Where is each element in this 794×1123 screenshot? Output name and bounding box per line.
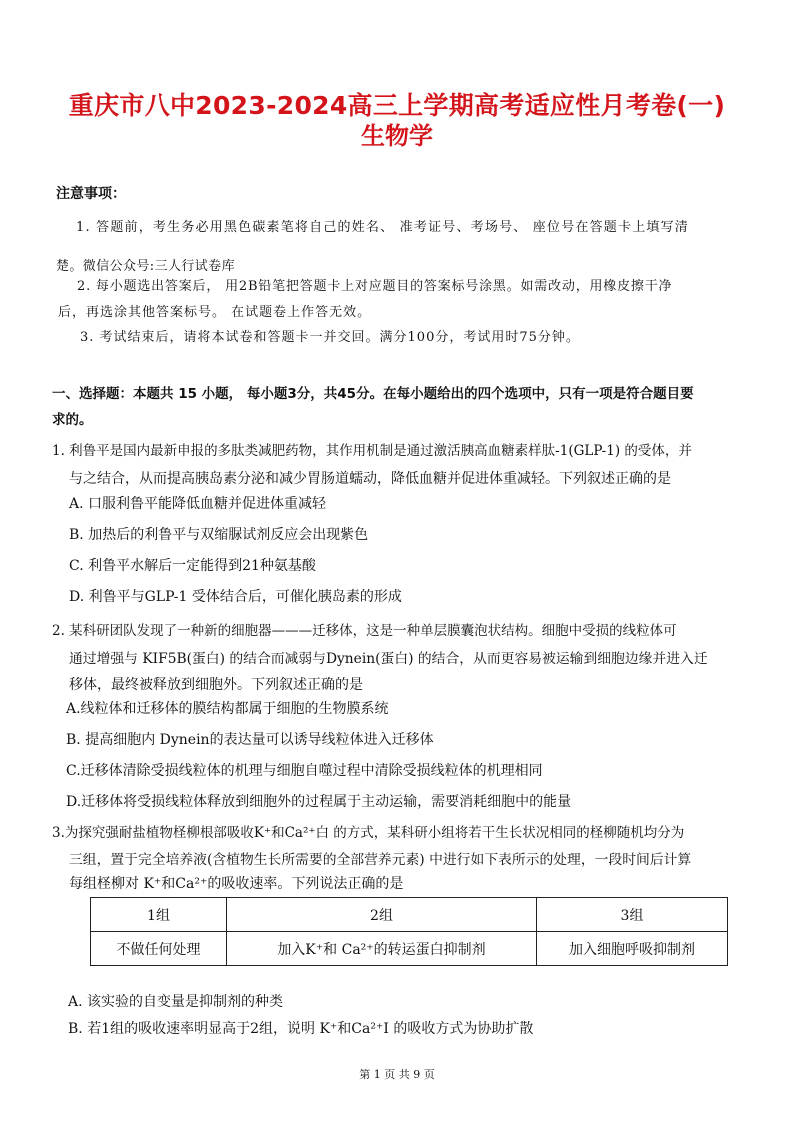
q3-stem-line-3: 每组柽柳对 K⁺和Ca²⁺的吸收速率。下列说法正确的是 xyxy=(69,876,404,892)
table-row xyxy=(91,932,728,966)
table-cell-group-1: 不做任何处理 xyxy=(91,932,227,966)
q1-stem-line-1: 1. 利鲁平是国内最新申报的多肽类减肥药物，其作用机制是通过激活胰高血糖素样肽-1(GLP-1) 的受体，并 xyxy=(52,443,692,459)
note-1-line-1: 1. 答题前，考生务必用黑色碳素笔将自己的姓名、 准考证号、考场号、 座位号在答题卡上填写清 xyxy=(76,220,690,235)
section-1-line-2: 求的。 xyxy=(52,412,93,428)
q3-option-a: A. 该实验的自变量是抑制剂的种类 xyxy=(68,994,284,1010)
note-3: 3. 考试结束后，请将本试卷和答题卡一并交回。满分100分，考试用时75分钟。 xyxy=(80,330,580,345)
q2-stem-line-2: 通过增强与 KIF5B(蛋白) 的结合而减弱与Dynein(蛋白) 的结合，从而更容易被运输到细胞边缘并进入迁 xyxy=(69,651,708,667)
table-row xyxy=(91,898,728,932)
subject-title: 生物学 xyxy=(361,122,433,150)
q2-option-a: A.线粒体和迁移体的膜结构都属于细胞的生物膜系统 xyxy=(66,701,389,717)
q3-table xyxy=(90,897,728,966)
q1-stem-line-2: 与之结合，从而提高胰岛素分泌和减少胃肠道蠕动，降低血糖并促进体重减轻。下列叙述正确的是 xyxy=(69,471,671,487)
note-2-line-1: 2. 每小题选出答案后， 用2B铅笔把答题卡上对应题目的答案标号涂黑。如需改动，用橡皮擦干净 xyxy=(77,279,673,294)
table-cell-group-2: 加入K⁺和 Ca²⁺的转运蛋白抑制剂 xyxy=(227,932,537,966)
q3-option-b: B. 若1组的吸收速率明显高于2组，说明 K⁺和Ca²⁺I 的吸收方式为协助扩散 xyxy=(68,1021,534,1037)
q1-option-c: C. 利鲁平水解后一定能得到21种氨基酸 xyxy=(69,558,316,574)
notes-heading: 注意事项： xyxy=(56,186,126,202)
table-cell-group-3: 加入细胞呼吸抑制剂 xyxy=(537,932,728,966)
exam-title: 重庆市八中2023-2024高三上学期高考适应性月考卷(一) xyxy=(68,91,726,120)
q1-option-a: A. 口服利鲁平能降低血糖并促进体重减轻 xyxy=(69,496,327,512)
table-header-group-2: 2组 xyxy=(227,898,537,932)
q2-stem-line-1: 2. 某科研团队发现了一种新的细胞器———迁移体，这是一种单层膜囊泡状结构。细胞中受损的线粒体可 xyxy=(52,623,677,639)
q2-stem-line-3: 移体，最终被释放到细胞外。下列叙述正确的是 xyxy=(69,677,363,693)
q3-stem-line-2: 三组，置于完全培养液(含植物生长所需要的全部营养元素) 中进行如下表所示的处理，一段时间后计算 xyxy=(69,852,692,868)
note-2-line-2: 后，再选涂其他答案标号。 在试题卷上作答无效。 xyxy=(58,305,372,320)
q2-option-b: B. 提高细胞内 Dynein的表达量可以诱导线粒体进入迁移体 xyxy=(66,732,434,748)
section-1-line-1: 一、选择题：本题共 15 小题， 每小题3分，共45分。在每小题给出的四个选项中，只有一项是符合题目要 xyxy=(52,386,694,402)
note-1-line-2: 楚。微信公众号:三人行试卷库 xyxy=(56,259,235,274)
q2-option-d: D.迁移体将受损线粒体释放到细胞外的过程属于主动运输，需要消耗细胞中的能量 xyxy=(66,794,572,810)
table-header-group-1: 1组 xyxy=(91,898,227,932)
q2-option-c: C.迁移体清除受损线粒体的机理与细胞自噬过程中清除受损线粒体的机理相同 xyxy=(66,763,543,779)
table-header-group-3: 3组 xyxy=(537,898,728,932)
page-footer: 第 1 页 共 9 页 xyxy=(359,1068,435,1081)
q1-option-d: D. 利鲁平与GLP-1 受体结合后，可催化胰岛素的形成 xyxy=(69,589,402,605)
q3-stem-line-1: 3.为探究强耐盐植物柽柳根部吸收K⁺和Ca²⁺白 的方式，某科研小组将若干生长状况相同的柽柳随机均分为 xyxy=(52,825,685,841)
q1-option-b: B. 加热后的利鲁平与双缩脲试剂反应会出现紫色 xyxy=(69,527,369,543)
